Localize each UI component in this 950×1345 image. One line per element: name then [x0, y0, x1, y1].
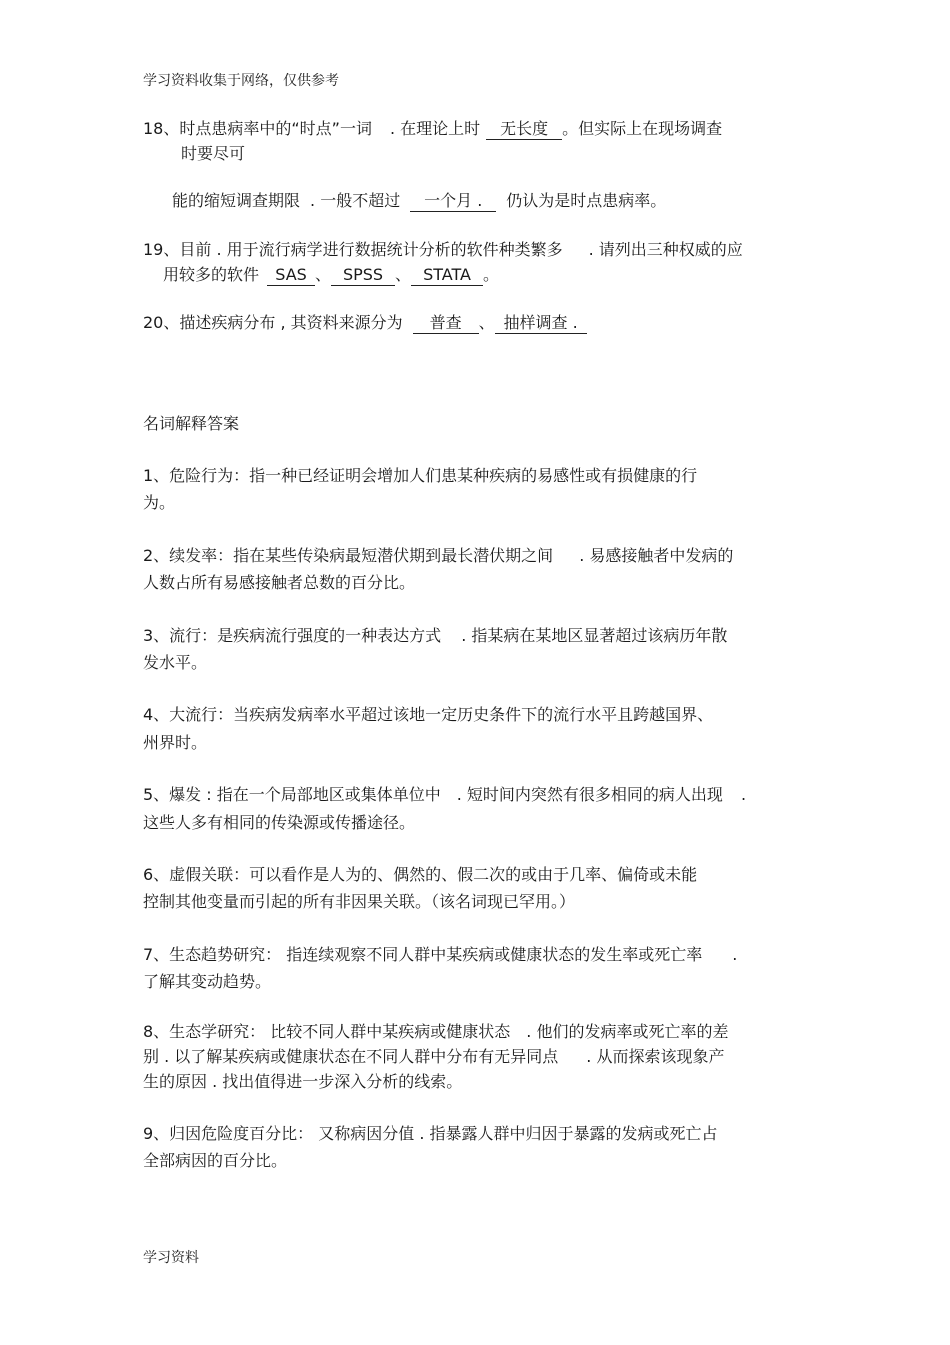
def7-text-a: 7、生态趋势研究： 指连续观察不同人群中某疾病或健康状态的发生率或死亡率 [143, 945, 703, 964]
q20-answer-1: 普查 [413, 313, 479, 334]
definition-9-line-1: 9、归因危险度百分比： 又称病因分值 . 指暴露人群中归因于暴露的发病或死亡占 [143, 1124, 718, 1143]
q18-text-b: . 在理论上时 [389, 119, 481, 138]
def5-text-a: 5、爆发 : 指在一个局部地区或集体单位中 [143, 785, 441, 804]
def5-text-c: . [740, 785, 747, 804]
q18-answer-1: 无长度 [486, 119, 562, 140]
definition-8-line-1 [143, 1021, 728, 1043]
def5-text-b: . 短时间内突然有很多相同的病人出现 [456, 785, 723, 804]
def8-text-d: . 从而探索该现象产 [586, 1047, 725, 1066]
definition-6-line-1: 6、虚假关联：可以看作是人为的、偶然的、假二次的或由于几率、偏倚或未能 [143, 865, 698, 884]
q20-text-a: 20、描述疾病分布 , 其资料来源分为 [143, 313, 403, 332]
question-19-line-2 [163, 264, 499, 286]
definition-7-line-2: 了解其变动趋势。 [143, 972, 272, 991]
question-19-line-1 [143, 239, 743, 261]
q19-text-d: 。 [483, 265, 500, 284]
q18-text-e: . 一般不超过 [310, 191, 401, 210]
def2-text-b: . 易感接触者中发病的 [579, 546, 734, 565]
definition-4-line-1: 4、大流行：当疾病发病率水平超过该地一定历史条件下的流行水平且跨越国界、 [143, 705, 714, 724]
definition-6-line-2: 控制其他变量而引起的所有非因果关联。（该名词现已罕用。） [143, 892, 576, 911]
def7-text-c: . [732, 945, 738, 964]
definition-1-line-2: 为。 [143, 493, 176, 512]
definition-2-line-1 [143, 545, 733, 567]
definition-4-line-2: 州界时。 [143, 733, 208, 752]
q19-text-a: 19、目前 . 用于流行病学进行数据统计分析的软件种类繁多 [143, 240, 563, 259]
q19-sep-2: 、 [395, 265, 412, 284]
def8-text-a: 8、生态学研究： 比较不同人群中某疾病或健康状态 [143, 1022, 511, 1041]
q19-answer-3: STATA [411, 265, 483, 286]
definition-3-line-2: 发水平。 [143, 653, 208, 672]
def8-text-c: 别 . 以了解某疾病或健康状态在不同人群中分布有无异同点 [143, 1047, 559, 1066]
q19-sep-1: 、 [315, 265, 332, 284]
q20-sep: 、 [478, 313, 495, 332]
definition-8-line-2 [143, 1046, 724, 1068]
q18-answer-2: 一个月 . [410, 191, 496, 212]
definition-3-line-1 [143, 625, 727, 647]
definition-5-line-2: 这些人多有相同的传染源或传播途径。 [143, 813, 416, 832]
question-18-line-2: 时要尽可 [181, 144, 246, 163]
def8-text-b: . 他们的发病率或死亡率的差 [526, 1022, 729, 1041]
q19-text-c: 用较多的软件 [163, 265, 260, 284]
q19-text-b: . 请列出三种权威的应 [588, 240, 743, 259]
question-18-line-1 [143, 118, 722, 140]
definition-5-line-1 [143, 784, 746, 806]
page-header: 学习资料收集于网络，仅供参考 [143, 73, 339, 89]
page-footer: 学习资料 [143, 1250, 199, 1266]
question-20-line [143, 312, 587, 334]
definition-9-line-2: 全部病因的百分比。 [143, 1151, 288, 1170]
def2-text-a: 2、续发率：指在某些传染病最短潜伏期到最长潜伏期之间 [143, 546, 554, 565]
q18-text-c: 。但实际上在现场调查 [562, 119, 723, 138]
section-title: 名词解释答案 [143, 414, 240, 433]
question-18-line-3 [172, 190, 666, 212]
q19-answer-1: SAS [267, 265, 315, 286]
definition-2-line-2: 人数占所有易感接触者总数的百分比。 [143, 573, 416, 592]
q18-text-a: 18、时点患病率中的“时点”一词 [143, 119, 372, 138]
def3-text-b: . 指某病在某地区显著超过该病历年散 [461, 626, 728, 645]
q18-text-f: 仍认为是时点患病率。 [506, 191, 667, 210]
q19-answer-2: SPSS [331, 265, 395, 286]
definition-8-line-3: 生的原因 . 找出值得进一步深入分析的线索。 [143, 1072, 463, 1091]
definition-7-line-1 [143, 944, 737, 966]
q20-answer-2: 抽样调查 . [495, 313, 587, 334]
def3-text-a: 3、流行：是疾病流行强度的一种表达方式 [143, 626, 442, 645]
q18-text-d: 能的缩短调查期限 [172, 191, 301, 210]
definition-1-line-1: 1、危险行为：指一种已经证明会增加人们患某种疾病的易感性或有损健康的行 [143, 466, 698, 485]
